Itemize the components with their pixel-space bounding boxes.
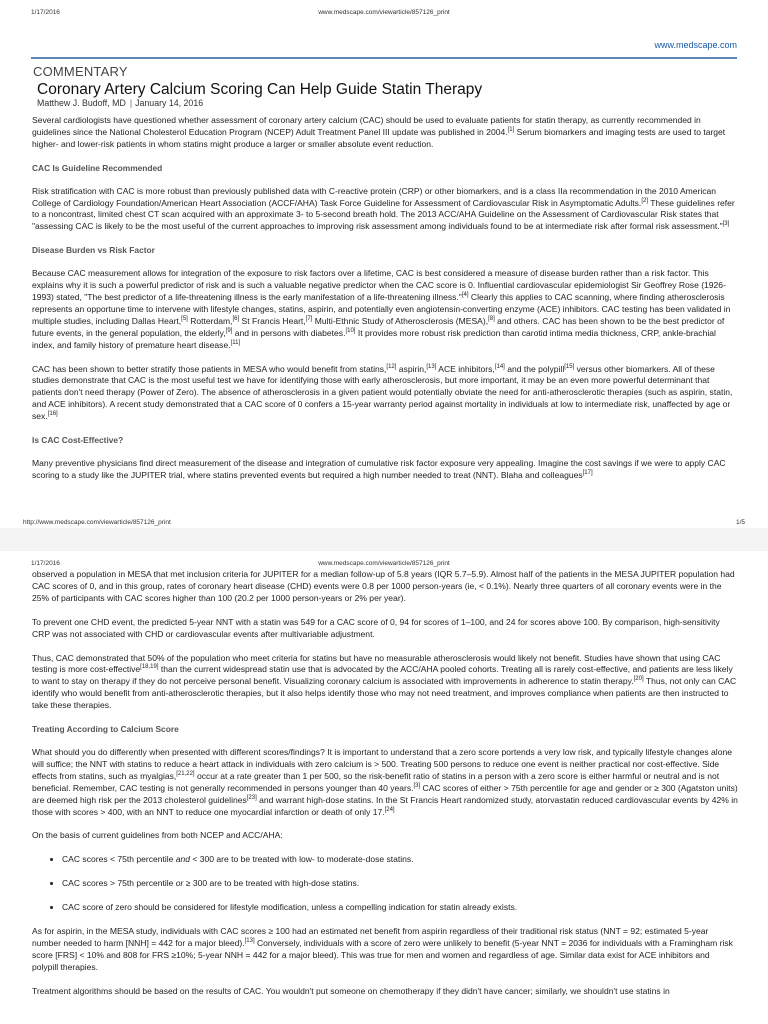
paragraph: As for aspirin, in the MESA study, individuals with CAC scores ≥ 100 had an estimated net benefit from aspirin regardless of their traditional risk status (NNT = 92; estimated 5-year number needed to harm [NNH] = 442 for a major bleed).[13] Conversely, individuals with a score of zero were unlikely to benefit (5-year NNT = 2036 for individuals with a Framingham risk score [FRS] < 10% and 808 for FRS ≥10%; 5-year NNH = 442 for a major bleed). This was true for men and women and regardless of age. Similar data exist for ACE inhibitors and polypill therapies. (32, 926, 733, 972)
reference-marker[interactable]: [20] (633, 676, 644, 683)
paragraph: Risk stratification with CAC is more robust than previously published data with C-reactive protein (CRP) or other biomarkers, and is a class IIa recommendation in the 2010 American College of Cardiology Foundation/American Heart Association (ACCF/AHA) Task Force Guideline for Assessment of Cardiovascular Risk in Asymptomatic Adults.[2] These guidelines refer to a noncontrast, limited chest CT scan acquired with an approximate 3- to 5-second breath hold. The 2013 ACC/AHA Guideline on the Assessment of Cardiovascular Risk states that "assessing CAC is likely to be the most useful of the current approaches to improving risk assessment among individuals found to be at intermediate risk after formal risk assessment."[3] (32, 185, 735, 232)
reference-marker[interactable]: [1] (507, 127, 515, 134)
reference-marker[interactable]: [5] (181, 315, 188, 322)
reference-marker[interactable]: [23] (246, 794, 257, 801)
section-heading: Is CAC Cost-Effective? (32, 435, 124, 446)
print-header (0, 9, 768, 21)
article-kicker: COMMENTARY (33, 64, 128, 79)
reference-marker[interactable]: [15] (564, 363, 575, 370)
print-date-2: 1/17/2016 (31, 560, 60, 567)
page-number: 1/5 (735, 519, 745, 526)
reference-marker[interactable]: [6] (232, 315, 240, 322)
reference-marker[interactable]: [3] (722, 221, 730, 228)
paragraph: Many preventive physicians find direct measurement of the disease and integration of cumulative risk factor exposure very appealing. Imagine the cost savings if we were to apply CAC scoring to a study like the JUPITER trial, where statins prevented events but required a high number needed to treat (NNT). Blaha and colleagues[17] (32, 457, 726, 480)
publish-date: January 14, 2016 (135, 98, 204, 108)
reference-marker[interactable]: [14] (494, 363, 505, 370)
paragraph: CAC has been shown to better stratify those patients in MESA who would benefit from statins,[12] aspirin,[13] ACE inhibitors,[14] and the polypill[15] versus other biomarkers. All of these studies demonstrate that CAC is the most useful test we have for identifying those with early atherosclerosis, but more important, it may be an even more powerful determinant that patients don't need therapy (Power of Zero). The absence of atherosclerosis in a given patient would potentially obviate the need for anti-atherosclerotic therapies (such as aspirin, statin, and ACE inhibitors). A recent study demonstrated that a CAC score of 0 confers a 15-year warranty period against mortality in individuals at low to intermediate risk, unaffected by age or sex.[16] (32, 363, 733, 422)
emphasis-text: or (175, 878, 184, 889)
reference-marker[interactable]: [7] (305, 315, 313, 322)
reference-marker[interactable]: [12] (386, 363, 397, 370)
article-body-page-2 (32, 569, 738, 1010)
reference-marker[interactable]: [13] (244, 938, 255, 945)
section-heading: Disease Burden vs Risk Factor (32, 245, 155, 256)
paragraph: Because CAC measurement allows for integration of the exposure to risk factors over a lifetime, CAC is best considered a measure of disease burden rather than a risk factor. This explains why it is such a powerful predictor of risk and is such a valuable negative predictor when the CAC score is 0. Influential cardiovascular epidemiologist Sir Geoffrey Rose (1926-1993) stated, "The best predictor of a life-threatening illness is the early manifestation of a life-threatening illness."[4] Clearly this applies to CAC scanning, where finding atherosclerosis represents an opportune time to intervene with lifestyle changes, statins, aspirin, and potentially even angiotensin-converting enzyme (ACE) inhibitors. CAC testing has been validated in multiple studies, including Dallas Heart,[5] Rotterdam,[6] St Francis Heart,[7] Multi-Ethnic Study of Atherosclerosis (MESA),[8] and others. CAC has been shown to be the best predictor of future events, in the general population, the elderly,[9] and in persons with diabetes.[10] It provides more robust risk prediction than carotid intima media thickness, CRP, ankle-brachial index, and family history of premature heart disease.[11] (32, 268, 731, 350)
article-body-page-1 (32, 115, 738, 494)
reference-marker[interactable]: [2] (641, 197, 648, 204)
reference-marker[interactable]: [9] (225, 327, 233, 334)
header-divider (31, 57, 737, 59)
reference-marker[interactable]: [4] (461, 292, 469, 299)
reference-marker[interactable]: [24] (384, 806, 395, 813)
byline (37, 98, 203, 108)
print-footer-url: http://www.medscape.com/viewarticle/857126_print (23, 519, 171, 526)
byline-separator: | (129, 98, 133, 108)
reference-marker[interactable]: [16] (47, 411, 58, 418)
paragraph: Several cardiologists have questioned whether assessment of coronary artery calcium (CAC) should be used to evaluate patients for statin therapy, as currently recommended in guidelines since the National Cholesterol Education Program (NCEP) Adult Treatment Panel III update was published in 2004.[1] Serum biomarkers and imaging tests are used to target higher- and lower-risk patients in whom statins might produce a larger or smaller absolute event reduction. (32, 115, 726, 149)
reference-marker[interactable]: [8] (488, 315, 495, 322)
paragraph: observed a population in MESA that met inclusion criteria for JUPITER for a median follow-up of 5.8 years (IQR 5.7–5.9). Almost half of the patients in the MESA JUPITER population had CAC scores of 0, and in this group, rates of coronary heart disease (CHD) events were 0.8 per 1000 person-years (ie, < 0.1%). Nearly three quarters of all coronary events were in the 25% of participants with CAC scores higher than 100 (20.2 per 1000 person-years or 2% per year). (32, 569, 735, 603)
article-title: Coronary Artery Calcium Scoring Can Help Guide Statin Therapy (37, 81, 483, 98)
author-name: Matthew J. Budoff, MD (37, 98, 126, 108)
paragraph: On the basis of current guidelines from both NCEP and ACC/AHA: (32, 830, 283, 841)
paragraph: Treatment algorithms should be based on the results of CAC. You wouldn't put someone on chemotherapy if they didn't have cancer; similarly, we shouldn't use statins in (32, 985, 670, 996)
reference-marker[interactable]: [11] (230, 339, 241, 346)
reference-marker[interactable]: [17] (582, 470, 593, 476)
list-item: • CAC scores < 75th percentile and < 300 are to be treated with low- to moderate-dose statins. (62, 854, 738, 866)
section-heading: Treating According to Calcium Score (32, 724, 179, 735)
emphasis-text: and (175, 854, 191, 865)
page-break (0, 528, 768, 551)
print-date: 1/17/2016 (31, 9, 60, 16)
paragraph: What should you do differently when presented with different scores/findings? It is important to understand that a zero score portends a very low risk, and typically lifestyle changes alone will suffice; the NNT with statins to reduce a heart attack in individuals with zero calcium is > 500. Treating 500 persons to reduce one event is neither practical nor cost-effective. Side effects from statins, such as myalgias,[21,22] occur at a rate greater than 1 per 500, so the risk-benefit ratio of statins in a person with a zero score is either harmful or neutral and is not beneficial. Remember, CAC testing is not generally recommended in persons younger than 40 years.[3] CAC scores of either > 75th percentile for age and gender or ≥ 300 (Agatston units) are deemed high risk per the 2013 cholesterol guidelines[23] and warrant high-dose statins. In the St Francis Heart randomized study, atorvastatin reduced cardiovascular events by 42% in those with scores > 400, with an NNT to reduce one myocardial infarction or death of only 17.[24] (32, 746, 738, 817)
bullet-list (32, 854, 738, 914)
print-url-2: www.medscape.com/viewarticle/857126_print (318, 560, 450, 567)
reference-marker[interactable]: [21,22] (176, 770, 195, 777)
reference-marker[interactable]: [18,19] (140, 664, 159, 671)
medscape-site-link[interactable]: www.medscape.com (654, 40, 737, 50)
section-heading: CAC Is Guideline Recommended (32, 162, 163, 173)
paragraph: To prevent one CHD event, the predicted 5-year NNT with a statin was 549 for a CAC score of 0, 94 for scores of 1–100, and 24 for scores above 100. By comparison, high-sensitivity CRP was not associated with CHD or cardiovascular events after multivariable adjustment. (32, 616, 720, 639)
reference-marker[interactable]: [10] (345, 327, 356, 334)
paragraph: Thus, CAC demonstrated that 50% of the population who meet criteria for statins but have no measurable atherosclerosis would likely not benefit. Studies have shown that using CAC testing is more cost-effective[18,19] than the current widespread statin use that is advocated by the ACC/AHA pooled cohorts. Treating all is rarely cost-effective, and patients are less likely to want to stay on therapy if they do not perceive personal benefit. Visualizing coronary calcium is associated with improvements in adherence to statin therapy.[20] Thus, not only can CAC identify who would benefit from anti-atherosclerotic therapies, but it also helps identify those who may not need treatment, and improves compliance when patients are then instructed to take these therapies. (32, 652, 737, 711)
print-url: www.medscape.com/viewarticle/857126_print (318, 9, 450, 16)
list-item: • CAC score of zero should be considered for lifestyle modification, unless a compelling indication for statin already exists. (62, 902, 738, 914)
print-page-2 (0, 551, 768, 1024)
list-item: • CAC scores > 75th percentile or ≥ 300 are to be treated with high-dose statins. (62, 878, 738, 890)
reference-marker[interactable]: [13] (426, 363, 437, 370)
reference-marker[interactable]: [3] (413, 782, 421, 789)
